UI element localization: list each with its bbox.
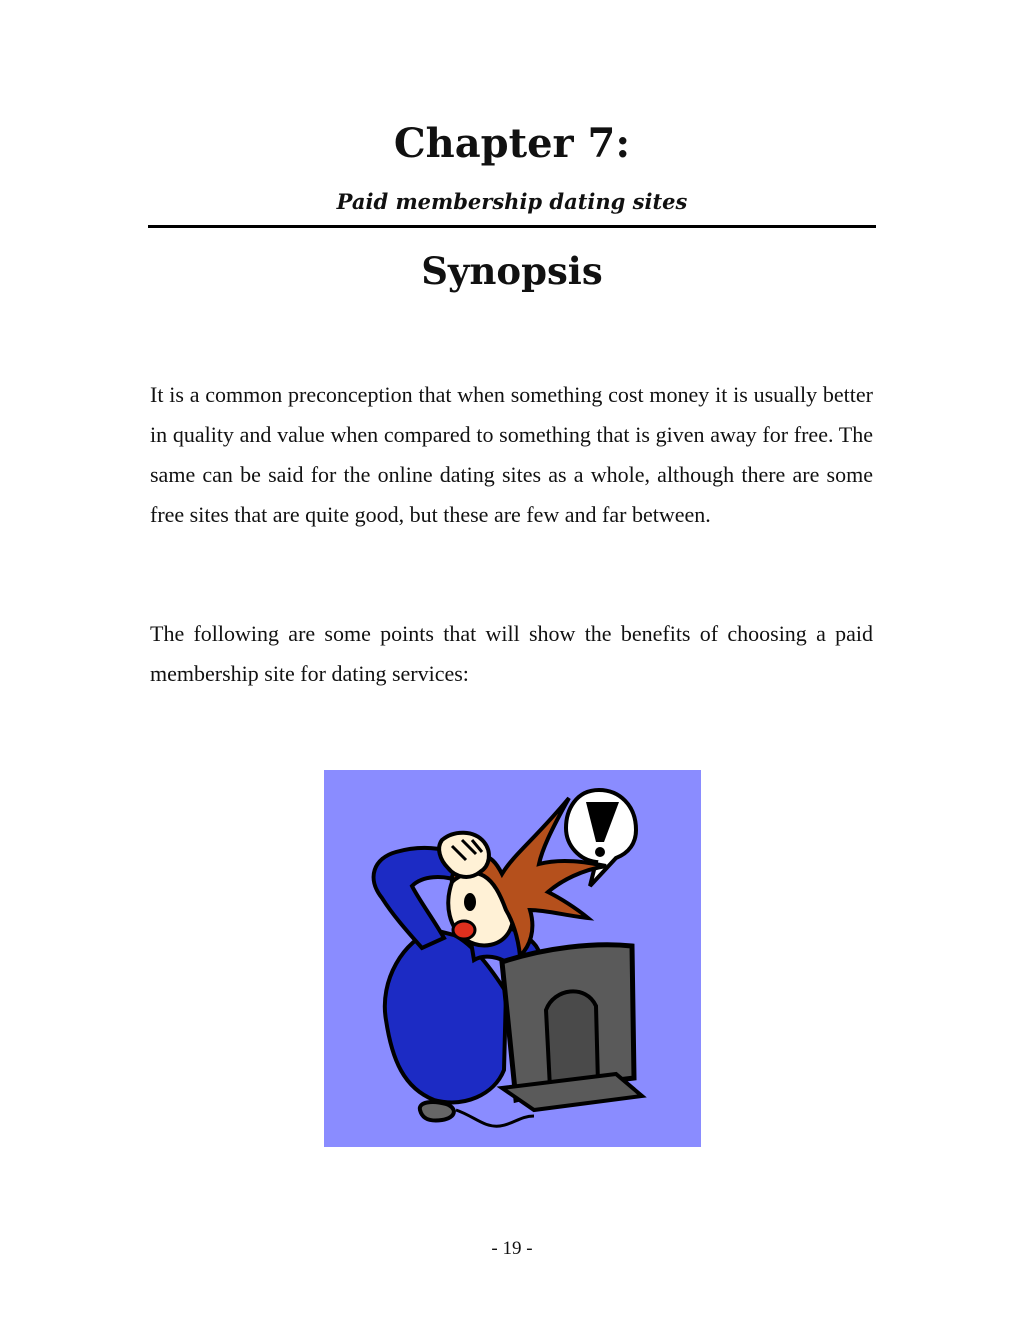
computer-monitor-icon <box>502 945 642 1110</box>
body-paragraph-2: The following are some points that will show the benefits of choosing a paid membership site for dating services: <box>150 621 873 686</box>
chapter-title: Chapter 7: <box>393 120 631 167</box>
frustrated-user-illustration <box>324 770 701 1147</box>
heading-divider <box>148 225 876 228</box>
body-paragraph-1: It is a common preconception that when something cost money it is usually better in quality and value when compared to something that is given away for free. The same can be said for the online dating sites as a whole, although there are some free sites that are quite good, but these are few and far between. <box>150 382 873 527</box>
chapter-subtitle: Paid membership dating sites <box>336 189 688 214</box>
page-number: - 19 - <box>491 1238 533 1259</box>
section-title: Synopsis <box>421 249 603 293</box>
